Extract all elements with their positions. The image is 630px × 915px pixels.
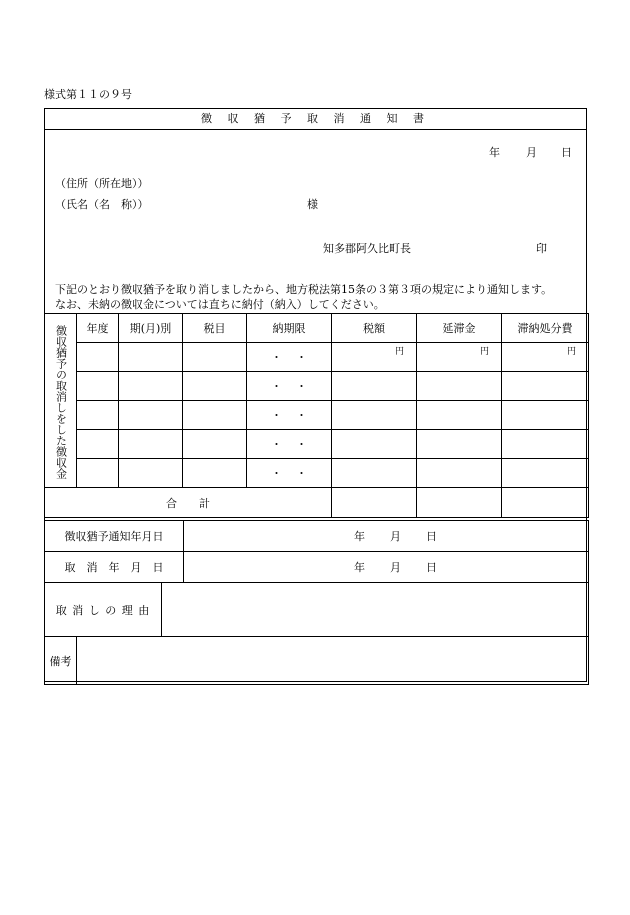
total-label: 合 計 [45, 488, 332, 518]
header-tax-item: 税目 [183, 314, 247, 343]
remarks-row [45, 637, 589, 685]
notice-text [55, 282, 552, 312]
cell-due-date: ・・ [247, 343, 332, 372]
cancel-date-label: 取 消 年 月 日 [45, 552, 184, 583]
month-label: 月 [390, 561, 402, 574]
header-tax-amount: 税額 [332, 314, 417, 343]
cell-due-date: ・・ [247, 401, 332, 430]
cell-tax-item [183, 401, 247, 430]
issuer-name: 知多郡阿久比町長 [323, 242, 411, 255]
cell-period [119, 430, 183, 459]
name-label: （氏名（名 称）） [55, 198, 149, 211]
lower-table [44, 520, 589, 685]
remarks-label: 備考 [45, 637, 77, 685]
cell-late-fee [417, 401, 502, 430]
notice-date-row [45, 521, 589, 552]
cell-tax-item [183, 343, 247, 372]
cell-year [77, 430, 119, 459]
total-tax-amount [332, 488, 417, 518]
table-row [45, 430, 589, 459]
cell-year [77, 459, 119, 488]
honorific: 様 [307, 198, 318, 211]
header-due-date: 納期限 [247, 314, 332, 343]
year-label: 年 [354, 530, 366, 543]
cell-late-fee [417, 372, 502, 401]
issue-month-label: 月 [526, 146, 537, 159]
cell-due-date: ・・ [247, 372, 332, 401]
cell-tax-item [183, 430, 247, 459]
cell-tax-item [183, 459, 247, 488]
cell-tax-amount [332, 459, 417, 488]
total-row [45, 488, 589, 518]
header-period: 期(月)別 [119, 314, 183, 343]
collection-table [44, 313, 589, 518]
cell-period [119, 372, 183, 401]
cell-late-fee [417, 430, 502, 459]
notice-line-1: 下記のとおり徴収猶予を取り消しましたから、地方税法第15条の３第３項の規定により通知します。 [55, 283, 553, 296]
notice-date-label: 徴収猶予通知年月日 [45, 521, 184, 552]
cell-year [77, 372, 119, 401]
issue-date [45, 144, 586, 158]
header-disposal-cost: 滞納処分費 [502, 314, 589, 343]
notice-form [44, 108, 587, 682]
header-late-fee: 延滞金 [417, 314, 502, 343]
form-title: 徴 収 猶 予 取 消 通 知 書 [45, 109, 586, 130]
month-label: 月 [390, 530, 402, 543]
cancel-date-row [45, 552, 589, 583]
header-year: 年度 [77, 314, 119, 343]
reason-row [45, 583, 589, 637]
cell-period [119, 343, 183, 372]
cell-late-fee [417, 459, 502, 488]
notice-line-2: なお、未納の徴収金については直ちに納付（納入）してください。 [55, 298, 385, 311]
address-label: （住所（所在地）） [55, 177, 149, 190]
notice-date-value [184, 521, 589, 552]
cell-disposal-cost [502, 372, 589, 401]
yen-unit: 円 [479, 347, 489, 357]
cell-tax-amount [332, 343, 417, 372]
cell-period [119, 401, 183, 430]
cell-year [77, 401, 119, 430]
form-number: 様式第１１の９号 [44, 88, 132, 101]
day-label: 日 [426, 530, 438, 543]
year-label: 年 [354, 561, 366, 574]
table-row [45, 459, 589, 488]
yen-unit: 円 [394, 347, 404, 357]
cell-disposal-cost [502, 401, 589, 430]
issue-year-label: 年 [489, 146, 500, 159]
cell-disposal-cost [502, 343, 589, 372]
issue-day-label: 日 [561, 146, 572, 159]
day-label: 日 [426, 561, 438, 574]
cell-tax-amount [332, 372, 417, 401]
total-late-fee [417, 488, 502, 518]
yen-unit: 円 [566, 347, 576, 357]
cancel-date-value [184, 552, 589, 583]
cell-tax-amount [332, 401, 417, 430]
cell-due-date: ・・ [247, 459, 332, 488]
seal-mark: 印 [536, 242, 547, 255]
side-label-cell [45, 314, 77, 488]
cell-due-date: ・・ [247, 430, 332, 459]
cell-tax-amount [332, 430, 417, 459]
table-row [45, 401, 589, 430]
reason-label: 取 消 し の 理 由 [45, 583, 162, 637]
cell-disposal-cost [502, 430, 589, 459]
table-row [45, 372, 589, 401]
remarks-value [77, 637, 589, 685]
cell-disposal-cost [502, 459, 589, 488]
reason-value [162, 583, 589, 637]
cell-year [77, 343, 119, 372]
cell-period [119, 459, 183, 488]
table-row [45, 343, 589, 372]
cell-tax-item [183, 372, 247, 401]
total-disposal-cost [502, 488, 589, 518]
cell-late-fee [417, 343, 502, 372]
side-label: 徴収猶予の取消しをした徴収金 [54, 325, 68, 479]
